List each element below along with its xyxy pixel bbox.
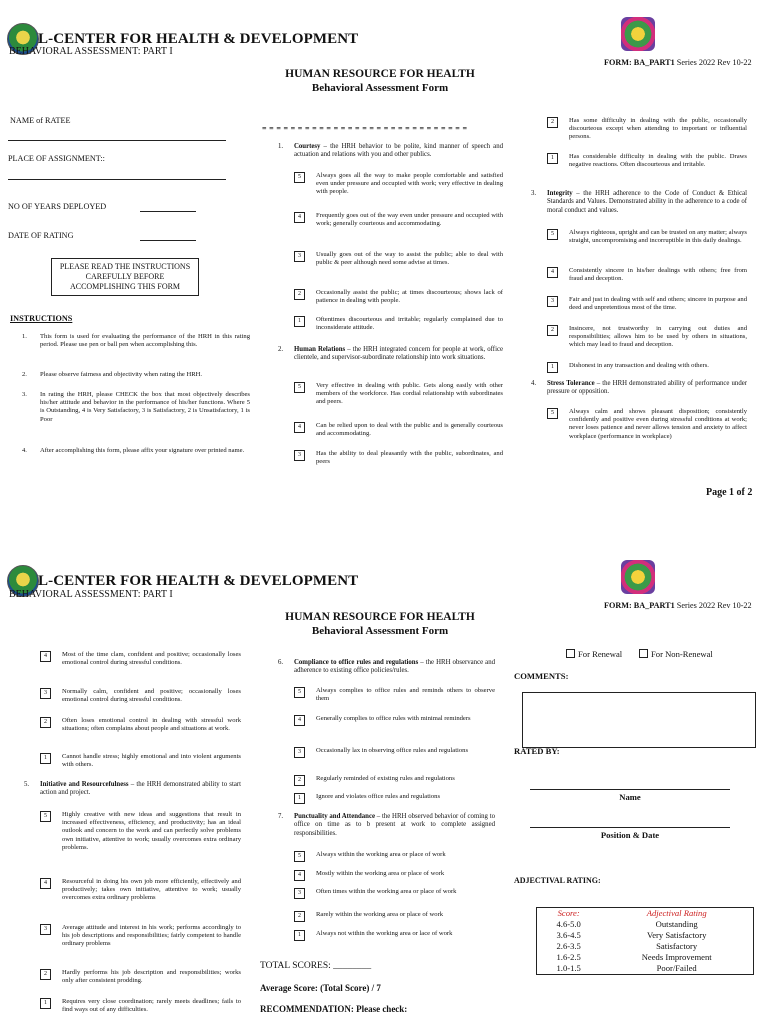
- criteria-desc: – the HRH observed behavior of coming to office on time as to b present at work to complete assigned responsibilities.: [294, 813, 495, 837]
- rating-checkbox[interactable]: 5: [294, 172, 305, 183]
- instruction-item: [22, 391, 250, 447]
- criteria-human-relations: [278, 346, 503, 363]
- form-code-label: FORM: BA_PART1: [604, 58, 675, 67]
- page-total: 2: [747, 487, 753, 498]
- option-text: Mostly within the working area or place of work: [316, 870, 445, 877]
- rating-checkbox[interactable]: 4: [294, 870, 305, 881]
- page-of: of: [734, 487, 748, 498]
- form-code-label: FORM: BA_PART1: [604, 601, 675, 610]
- rating-checkbox[interactable]: 3: [547, 296, 558, 307]
- rating-checkbox[interactable]: 4: [294, 715, 305, 726]
- form-code-series: Series 2022 Rev 10-22: [676, 58, 752, 67]
- total-scores[interactable]: TOTAL SCORES: ________: [260, 961, 372, 971]
- rating-checkbox[interactable]: 2: [547, 117, 558, 128]
- form-subtitle: Behavioral Assessment Form: [311, 82, 449, 94]
- criteria-title: Punctuality and Attendance: [294, 813, 375, 820]
- criteria-desc: – the HRH observance and adherence to existing office policies/rules.: [294, 659, 495, 675]
- option-text: Occasionally assist the public; at times discourteous; shows lack of patience in dealing with people.: [316, 289, 503, 305]
- recommendation-label: RECOMMENDATION: Please check:: [260, 1004, 408, 1014]
- option-text: Ignore and violates office rules and regulations: [316, 793, 441, 800]
- date-label: DATE OF RATING: [8, 231, 74, 240]
- rating-option[interactable]: [40, 811, 241, 852]
- option-text: Occasionally lax in observing office rules and regulations: [316, 747, 469, 754]
- rating-checkbox[interactable]: 2: [40, 969, 51, 980]
- option-text: Always not within the working area or lace of work: [316, 930, 453, 937]
- years-label: NO OF YEARS DEPLOYED: [8, 202, 107, 211]
- rating-checkbox[interactable]: 1: [547, 153, 558, 164]
- criteria-desc: – the HRH adherence to the Code of Conduct & Ethical Standards and Values. Demonstrated ability in the adherence to a code of moral conduct and values.: [547, 190, 747, 214]
- option-text: Generally complies to office rules with minimal reminders: [316, 715, 471, 722]
- table-row: [537, 919, 753, 930]
- rating-option[interactable]: [294, 775, 495, 783]
- instruction-text: This form is used for evaluating the performance of the HRH in this rating period. Please use pen or ball pen when accomplishing this.: [40, 333, 250, 349]
- rater-name-line[interactable]: [530, 789, 730, 790]
- rating-option[interactable]: [294, 715, 495, 723]
- non-renewal-checkbox[interactable]: [639, 649, 648, 658]
- rating-checkbox[interactable]: 2: [547, 325, 558, 336]
- instructions-heading: INSTRUCTIONS: [10, 314, 73, 323]
- non-renewal-label: For Non-Renewal: [651, 649, 713, 659]
- rating-option[interactable]: [547, 153, 747, 169]
- instruction-text: Please observe fairness and objectivity when rating the HRH.: [40, 371, 203, 378]
- rating-cell: Needs Improvement: [641, 952, 712, 962]
- assignment-label: PLACE OF ASSIGNMENT::: [8, 154, 105, 163]
- rater-name-label: Name: [619, 792, 641, 802]
- option-text: Average attitude and interest in his work; performs accordingly to his job descriptions and responsibilities; fairly competent to handle ordinary problems: [62, 924, 241, 948]
- rating-checkbox[interactable]: 5: [294, 382, 305, 393]
- rating-option[interactable]: [547, 325, 747, 350]
- rating-checkbox[interactable]: 4: [547, 267, 558, 278]
- form-title: HUMAN RESOURCE FOR HEALTH: [285, 68, 475, 80]
- score-cell: 4.6-5.0: [556, 919, 581, 929]
- criteria-number: 1.: [278, 143, 284, 150]
- form-title: HUMAN RESOURCE FOR HEALTH: [285, 611, 475, 623]
- rating-option[interactable]: [547, 267, 747, 283]
- rating-option[interactable]: [547, 408, 747, 441]
- rating-option[interactable]: [40, 717, 241, 733]
- score-cell: 3.6-4.5: [556, 930, 581, 940]
- criteria-punctuality: [278, 813, 495, 838]
- option-text: Resourceful in doing his own job more efficiently, effectively and productively; takes own initiative, attentive to work; usually overcomes extra ordinary problems: [62, 878, 241, 902]
- rating-option[interactable]: [294, 687, 495, 703]
- instruction-number: 1.: [22, 333, 27, 340]
- renewal-option[interactable]: [566, 649, 622, 659]
- years-field[interactable]: [140, 211, 196, 212]
- rating-option[interactable]: [294, 870, 495, 878]
- rating-option[interactable]: [294, 251, 503, 267]
- instruction-text: In rating the HRH, please CHECK the box that most objectively describes his/her attitude and behavior in the performance of his/her functions. Where 5 is Outstanding, 4 is Very Satisfactory, 3 is Satisfactory, 2 is Unsatisfactory, 1 is Poor: [40, 391, 250, 423]
- renewal-checkbox[interactable]: [566, 649, 575, 658]
- option-text: Cannot handle stress; highly emotional and into violent arguments with others.: [62, 753, 241, 769]
- table-row: [537, 963, 753, 974]
- rating-option[interactable]: [40, 998, 241, 1014]
- rating-cell: Poor/Failed: [656, 963, 697, 973]
- rating-checkbox[interactable]: 4: [294, 422, 305, 433]
- rating-checkbox[interactable]: 2: [294, 911, 305, 922]
- rating-option[interactable]: [40, 688, 241, 704]
- criteria-number: 6.: [278, 659, 284, 666]
- option-text: Frequently goes out of the way even under pressure and occupied with work; generally courteous and accommodating.: [316, 212, 503, 228]
- rating-option[interactable]: [40, 878, 241, 903]
- criteria-number: 3.: [531, 190, 537, 197]
- rating-checkbox[interactable]: 5: [294, 687, 305, 698]
- criteria-number: 2.: [278, 346, 284, 353]
- rating-checkbox[interactable]: 3: [294, 251, 305, 262]
- option-text: Always complies to office rules and reminds others to observe them: [316, 687, 495, 703]
- rating-checkbox[interactable]: 5: [547, 229, 558, 240]
- rating-option[interactable]: [547, 296, 747, 312]
- score-cell: 2.6-3.5: [556, 941, 581, 951]
- instruction-number: 4.: [22, 447, 27, 454]
- rating-checkbox[interactable]: 4: [294, 212, 305, 223]
- score-cell: 1.0-1.5: [556, 963, 581, 973]
- rating-checkbox[interactable]: 1: [294, 316, 305, 327]
- instruction-number: 2.: [22, 371, 27, 378]
- criteria-initiative: [24, 781, 241, 798]
- option-text: Fair and just in dealing with self and others; sincere in purpose and deed and unpretentious most of the time.: [569, 296, 747, 312]
- rating-cell: Very Satisfactory: [646, 930, 707, 940]
- rating-option[interactable]: [294, 851, 495, 859]
- rating-checkbox[interactable]: 1: [547, 362, 558, 373]
- org-title: L-CENTER FOR HEALTH & DEVELOPMENT: [38, 31, 359, 47]
- rating-checkbox[interactable]: 3: [40, 688, 51, 699]
- rating-checkbox[interactable]: 5: [40, 811, 51, 822]
- option-text: Has some difficulty in dealing with the public, occasionally discourteous except when attending to important or influential persons.: [569, 117, 747, 141]
- rating-option[interactable]: [294, 422, 503, 438]
- score-cell: 1.6-2.5: [556, 952, 581, 962]
- option-text: Oftentimes discourteous and irritable; regularly complained due to inconsiderate attitude.: [316, 316, 503, 332]
- rating-option[interactable]: [547, 362, 747, 370]
- option-text: Always within the working area or place of work: [316, 851, 446, 858]
- rating-checkbox[interactable]: 5: [294, 851, 305, 862]
- criteria-title: Courtesy: [294, 143, 321, 150]
- renewal-label: For Renewal: [578, 649, 623, 659]
- instruction-notice: PLEASE READ THE INSTRUCTIONS CAREFULLY BEFORE ACCOMPLISHING THIS FORM: [51, 258, 199, 296]
- rating-checkbox[interactable]: 2: [294, 775, 305, 786]
- option-text: Always goes all the way to make people comfortable and satisfied even under pressure and occupied with work; very effective in dealing with people.: [316, 172, 503, 196]
- table-header-row: [537, 908, 753, 919]
- comments-box[interactable]: [522, 692, 756, 748]
- option-text: Insincere, not trustworthy in carrying out duties and responsibilities; allows him to be used by others in situations, which may lead to fraud and deception.: [569, 325, 747, 349]
- average-score: Average Score: (Total Score) / 7: [260, 983, 381, 993]
- right-logo: [621, 17, 655, 51]
- criteria-number: 7.: [278, 813, 284, 820]
- criteria-desc: – the HRH demonstrated ability to start action and project.: [40, 781, 242, 797]
- instruction-text: After accomplishing this form, please affix your signature over printed name.: [40, 447, 245, 454]
- rating-option[interactable]: [294, 212, 503, 228]
- option-text: Very effective in dealing with public. Gets along easily with other members of the workforce. Has cordial relationship with subordinates and peers.: [316, 382, 503, 406]
- rating-checkbox[interactable]: 3: [294, 747, 305, 758]
- option-text: Requires very close coordination; rarely meets deadlines; fails to find ways out of any difficulties.: [62, 998, 241, 1014]
- criteria-stress-tolerance: [531, 380, 747, 397]
- criteria-title: Compliance to office rules and regulations: [294, 659, 419, 666]
- rating-option[interactable]: [40, 651, 241, 667]
- org-title: L-CENTER FOR HEALTH & DEVELOPMENT: [38, 573, 359, 589]
- table-row: [537, 952, 753, 963]
- criteria-title: Integrity: [547, 190, 573, 197]
- rating-option[interactable]: [294, 316, 503, 332]
- rated-by-label: RATED BY:: [514, 746, 560, 756]
- rating-option[interactable]: [40, 753, 241, 769]
- rating-option[interactable]: [547, 117, 747, 142]
- criteria-courtesy: [278, 143, 503, 160]
- position-date-label: Position & Date: [600, 830, 660, 840]
- rating-checkbox[interactable]: 1: [40, 753, 51, 764]
- instruction-number: 3.: [22, 391, 27, 398]
- page-number: [706, 487, 752, 498]
- option-text: Rarely within the working area or place of work: [316, 911, 444, 918]
- section-divider: = = = = = = = = = = = = = = = = = = = = = = = = = = = = =: [262, 124, 468, 133]
- option-text: Often times within the working area or place of work: [316, 888, 457, 895]
- rating-option[interactable]: [294, 450, 503, 466]
- option-text: Has considerable difficulty in dealing with the public. Draws negative reactions. Often discourteous and irritable.: [569, 153, 747, 169]
- criteria-number: 5.: [24, 781, 30, 788]
- option-text: Normally calm, confident and positive; occasionally loses emotional control during stressful conditions.: [62, 688, 241, 704]
- rating-option[interactable]: [294, 289, 503, 305]
- rating-option[interactable]: [294, 930, 495, 938]
- rating-option[interactable]: [294, 793, 495, 801]
- option-text: Usually goes out of the way to assist the public; able to deal with public & peer although need some advise at times.: [316, 251, 503, 267]
- option-text: Always righteous, upright and can be trusted on any matter; always straight, uncompromising and incorruptible in this daily dealings.: [569, 229, 747, 245]
- rating-checkbox[interactable]: 4: [40, 878, 51, 889]
- criteria-desc: – the HRH integrated concern for people at work, office clientele, and supervisor-subordinate relationship into work situations.: [294, 346, 503, 362]
- criteria-integrity: [531, 190, 747, 215]
- option-text: Dishonest in any transaction and dealing with others.: [569, 362, 709, 369]
- rating-option[interactable]: [40, 924, 241, 949]
- criteria-title: Stress Tolerance: [547, 380, 595, 387]
- rating-option[interactable]: [294, 888, 495, 896]
- option-text: Consistently sincere in his/her dealings with others; free from fraud and deception.: [569, 267, 747, 283]
- rating-checkbox[interactable]: 1: [40, 998, 51, 1009]
- date-field[interactable]: [140, 240, 196, 241]
- option-text: Often loses emotional control in dealing with stressful work situations; often complains about people and situations at work.: [62, 717, 241, 733]
- criteria-desc: – the HRH demonstrated ability of performance under pressure or opposition.: [547, 380, 748, 396]
- rating-checkbox[interactable]: 3: [40, 924, 51, 935]
- instructions-list: [22, 333, 250, 455]
- assignment-field[interactable]: [8, 179, 226, 180]
- table-row: [537, 941, 753, 952]
- rating-cell: Satisfactory: [656, 941, 698, 951]
- score-header: Score:: [557, 908, 580, 918]
- ratee-label: NAME of RATEE: [10, 116, 71, 125]
- rating-checkbox[interactable]: 3: [294, 888, 305, 899]
- ratee-field[interactable]: [8, 140, 226, 141]
- rating-checkbox[interactable]: 1: [294, 793, 305, 804]
- rating-checkbox[interactable]: 4: [40, 651, 51, 662]
- rating-checkbox[interactable]: 3: [294, 450, 305, 461]
- comments-label: COMMENTS:: [514, 671, 569, 681]
- criteria-title: Human Relations: [294, 346, 346, 353]
- form-code-series: Series 2022 Rev 10-22: [676, 601, 752, 610]
- rating-option[interactable]: [294, 911, 495, 919]
- option-text: Hardly performs his job description and responsibilities; works only after consistent prodding.: [62, 969, 241, 985]
- org-subtitle: BEHAVIORAL ASSESSMENT: PART I: [9, 589, 173, 600]
- page-label: Page: [706, 487, 730, 498]
- org-subtitle: BEHAVIORAL ASSESSMENT: PART I: [9, 46, 173, 57]
- form-code: [604, 601, 752, 610]
- adjectival-header: Adjectival Rating: [646, 908, 707, 918]
- rating-cell: Outstanding: [655, 919, 698, 929]
- option-text: Has the ability to deal pleasantly with the public, subordinates, and peers: [316, 450, 503, 466]
- option-text: Regularly reminded of existing rules and regulations: [316, 775, 455, 782]
- adjectival-rating-table: [536, 907, 754, 975]
- form-code: [604, 58, 752, 67]
- option-text: Always calm and shows pleasant disposition; consistently confidently and positive even during stressful conditions at work; never loses patience and never allows tension and anxiety to affect workplace (performance in workplace): [569, 408, 747, 440]
- non-renewal-option[interactable]: [639, 649, 713, 659]
- rating-checkbox[interactable]: 2: [294, 289, 305, 300]
- criteria-title: Initiative and Resourcefulness: [40, 781, 129, 788]
- instruction-item: [22, 447, 250, 455]
- option-text: Highly creative with new ideas and suggestions that result in increased effectiveness, efficiency, and productivity; has an ideal outlook and concern to the work and can perfectly solve problems own initiative, attentive to work; usually overcomes extra ordinary problems.: [62, 811, 241, 851]
- rating-option[interactable]: [294, 172, 503, 197]
- instruction-item: [22, 333, 250, 371]
- rating-option[interactable]: [40, 969, 241, 985]
- position-date-line[interactable]: [530, 827, 730, 828]
- criteria-compliance: [278, 659, 495, 676]
- page-current: 1: [729, 487, 735, 498]
- rating-option[interactable]: [547, 229, 747, 245]
- criteria-desc: – the HRH behavior to be polite, kind manner of speech and actuation and relations with you and other publics.: [294, 143, 503, 159]
- right-logo: [621, 560, 655, 594]
- rating-option[interactable]: [294, 382, 503, 407]
- rating-checkbox[interactable]: 5: [547, 408, 558, 419]
- criteria-number: 4.: [531, 380, 537, 387]
- option-text: Can be relied upon to deal with the public and is generally courteous and accommodating.: [316, 422, 503, 438]
- option-text: Most of the time clam, confident and positive; occasionally loses emotional control during stressful conditions.: [62, 651, 241, 667]
- adjectival-label: ADJECTIVAL RATING:: [514, 876, 601, 885]
- form-subtitle: Behavioral Assessment Form: [311, 625, 449, 637]
- rating-option[interactable]: [294, 747, 495, 755]
- rating-checkbox[interactable]: 2: [40, 717, 51, 728]
- instruction-item: [22, 371, 250, 391]
- table-row: [537, 930, 753, 941]
- rating-checkbox[interactable]: 1: [294, 930, 305, 941]
